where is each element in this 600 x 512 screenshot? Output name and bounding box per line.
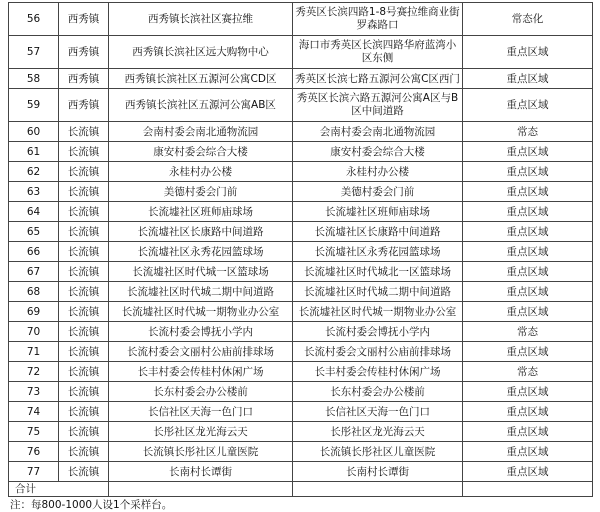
town-cell: 长流镇	[59, 142, 109, 162]
town-cell: 长流镇	[59, 242, 109, 262]
address-cell: 长南村长谭街	[293, 462, 463, 482]
row-number: 59	[9, 89, 59, 122]
row-number: 67	[9, 262, 59, 282]
location-cell: 长流墟社区长康路中间道路	[109, 222, 293, 242]
row-number: 60	[9, 122, 59, 142]
address-cell: 康安村委会综合大楼	[293, 142, 463, 162]
table-row	[9, 122, 593, 142]
row-number: 73	[9, 382, 59, 402]
address-cell: 长流墟社区班师庙球场	[293, 202, 463, 222]
row-number: 75	[9, 422, 59, 442]
type-cell: 重点区域	[463, 462, 593, 482]
address-cell: 美德村委会门前	[293, 182, 463, 202]
table-row	[9, 89, 593, 122]
total-row	[9, 482, 593, 497]
town-cell: 长流镇	[59, 422, 109, 442]
location-cell: 长丰村委会传桂村休闲广场	[109, 362, 293, 382]
row-number: 57	[9, 36, 59, 69]
town-cell: 长流镇	[59, 222, 109, 242]
location-cell: 长流墟社区永秀花园篮球场	[109, 242, 293, 262]
town-cell: 长流镇	[59, 322, 109, 342]
location-cell: 美德村委会门前	[109, 182, 293, 202]
town-cell: 长流镇	[59, 302, 109, 322]
town-cell: 长流镇	[59, 402, 109, 422]
table-row	[9, 222, 593, 242]
total-empty-cell	[463, 482, 593, 497]
town-cell: 西秀镇	[59, 69, 109, 89]
address-cell: 长彤社区龙光海云天	[293, 422, 463, 442]
location-cell: 西秀镇长滨社区远大购物中心	[109, 36, 293, 69]
type-cell: 重点区域	[463, 402, 593, 422]
table-row	[9, 242, 593, 262]
type-cell: 常态化	[463, 3, 593, 36]
table-row	[9, 382, 593, 402]
total-empty-cell	[109, 482, 293, 497]
footnote: 注：每800-1000人设1个采样台。	[10, 499, 173, 511]
type-cell: 重点区域	[463, 162, 593, 182]
row-number: 61	[9, 142, 59, 162]
row-number: 64	[9, 202, 59, 222]
table-row	[9, 162, 593, 182]
address-cell: 长流墟社区长康路中间道路	[293, 222, 463, 242]
row-number: 74	[9, 402, 59, 422]
table-row	[9, 69, 593, 89]
address-cell: 永桂村办公楼	[293, 162, 463, 182]
sampling-site-table	[8, 2, 593, 497]
row-number: 65	[9, 222, 59, 242]
type-cell: 重点区域	[463, 142, 593, 162]
address-cell: 会南村委会南北通物流园	[293, 122, 463, 142]
table-row	[9, 282, 593, 302]
table-row	[9, 362, 593, 382]
town-cell: 长流镇	[59, 442, 109, 462]
address-cell: 长流村委会文丽村公庙前排球场	[293, 342, 463, 362]
location-cell: 永桂村办公楼	[109, 162, 293, 182]
address-cell: 长流墟社区时代城二期中间道路	[293, 282, 463, 302]
town-cell: 西秀镇	[59, 89, 109, 122]
address-cell: 秀英区长滨七路五源河公寓C区西门	[293, 69, 463, 89]
location-cell: 长信社区天海一色门口	[109, 402, 293, 422]
table-row	[9, 262, 593, 282]
type-cell: 重点区域	[463, 282, 593, 302]
type-cell: 重点区域	[463, 182, 593, 202]
location-cell: 长南村长谭街	[109, 462, 293, 482]
table-row	[9, 182, 593, 202]
row-number: 62	[9, 162, 59, 182]
location-cell: 长流墟社区时代城二期中间道路	[109, 282, 293, 302]
town-cell: 长流镇	[59, 462, 109, 482]
row-number: 77	[9, 462, 59, 482]
table-row	[9, 322, 593, 342]
table-row	[9, 302, 593, 322]
total-empty-cell	[293, 482, 463, 497]
row-number: 58	[9, 69, 59, 89]
address-cell: 秀英区长滨六路五源河公寓A区与B区中间道路	[293, 89, 463, 122]
table-row	[9, 442, 593, 462]
type-cell: 常态	[463, 322, 593, 342]
row-number: 66	[9, 242, 59, 262]
type-cell: 重点区域	[463, 69, 593, 89]
location-cell: 康安村委会综合大楼	[109, 142, 293, 162]
address-cell: 长流墟社区永秀花园篮球场	[293, 242, 463, 262]
table-row	[9, 3, 593, 36]
town-cell: 长流镇	[59, 282, 109, 302]
table-body	[9, 3, 593, 497]
town-cell: 长流镇	[59, 382, 109, 402]
location-cell: 长流镇长彤社区儿童医院	[109, 442, 293, 462]
address-cell: 秀英区长滨四路1-8号赛拉维商业街罗森路口	[293, 3, 463, 36]
town-cell: 长流镇	[59, 182, 109, 202]
table-row	[9, 342, 593, 362]
table-row	[9, 202, 593, 222]
location-cell: 西秀镇长滨社区五源河公寓AB区	[109, 89, 293, 122]
type-cell: 重点区域	[463, 342, 593, 362]
location-cell: 长流村委会博抚小学内	[109, 322, 293, 342]
location-cell: 会南村委会南北通物流园	[109, 122, 293, 142]
town-cell: 长流镇	[59, 202, 109, 222]
row-number: 71	[9, 342, 59, 362]
town-cell: 长流镇	[59, 162, 109, 182]
location-cell: 长流墟社区班师庙球场	[109, 202, 293, 222]
address-cell: 长信社区天海一色门口	[293, 402, 463, 422]
table-row	[9, 142, 593, 162]
location-cell: 长东村委会办公楼前	[109, 382, 293, 402]
row-number: 69	[9, 302, 59, 322]
town-cell: 长流镇	[59, 362, 109, 382]
address-cell: 长丰村委会传桂村休闲广场	[293, 362, 463, 382]
type-cell: 重点区域	[463, 302, 593, 322]
location-cell: 长流村委会文丽村公庙前排球场	[109, 342, 293, 362]
type-cell: 重点区域	[463, 242, 593, 262]
row-number: 72	[9, 362, 59, 382]
type-cell: 重点区域	[463, 422, 593, 442]
type-cell: 重点区域	[463, 262, 593, 282]
type-cell: 常态	[463, 362, 593, 382]
row-number: 76	[9, 442, 59, 462]
town-cell: 长流镇	[59, 122, 109, 142]
type-cell: 重点区域	[463, 382, 593, 402]
type-cell: 重点区域	[463, 89, 593, 122]
address-cell: 长流镇长彤社区儿童医院	[293, 442, 463, 462]
address-cell: 长流村委会博抚小学内	[293, 322, 463, 342]
location-cell: 西秀镇长滨社区五源河公寓CD区	[109, 69, 293, 89]
type-cell: 重点区域	[463, 36, 593, 69]
address-cell: 长流墟社区时代城一期物业办公室	[293, 302, 463, 322]
town-cell: 长流镇	[59, 262, 109, 282]
location-cell: 西秀镇长滨社区赛拉维	[109, 3, 293, 36]
table-row	[9, 422, 593, 442]
town-cell: 西秀镇	[59, 3, 109, 36]
address-cell: 长东村委会办公楼前	[293, 382, 463, 402]
location-cell: 长流墟社区时代城一期物业办公室	[109, 302, 293, 322]
table-row	[9, 36, 593, 69]
type-cell: 重点区域	[463, 222, 593, 242]
address-cell: 长流墟社区时代城北一区篮球场	[293, 262, 463, 282]
row-number: 63	[9, 182, 59, 202]
row-number: 56	[9, 3, 59, 36]
table-row	[9, 462, 593, 482]
town-cell: 西秀镇	[59, 36, 109, 69]
row-number: 68	[9, 282, 59, 302]
town-cell: 长流镇	[59, 342, 109, 362]
type-cell: 重点区域	[463, 202, 593, 222]
type-cell: 重点区域	[463, 442, 593, 462]
total-label: 合计	[9, 482, 109, 497]
type-cell: 常态	[463, 122, 593, 142]
location-cell: 长彤社区龙光海云天	[109, 422, 293, 442]
row-number: 70	[9, 322, 59, 342]
address-cell: 海口市秀英区长滨四路华府蓝湾小区东侧	[293, 36, 463, 69]
table-row	[9, 402, 593, 422]
location-cell: 长流墟社区时代城一区篮球场	[109, 262, 293, 282]
